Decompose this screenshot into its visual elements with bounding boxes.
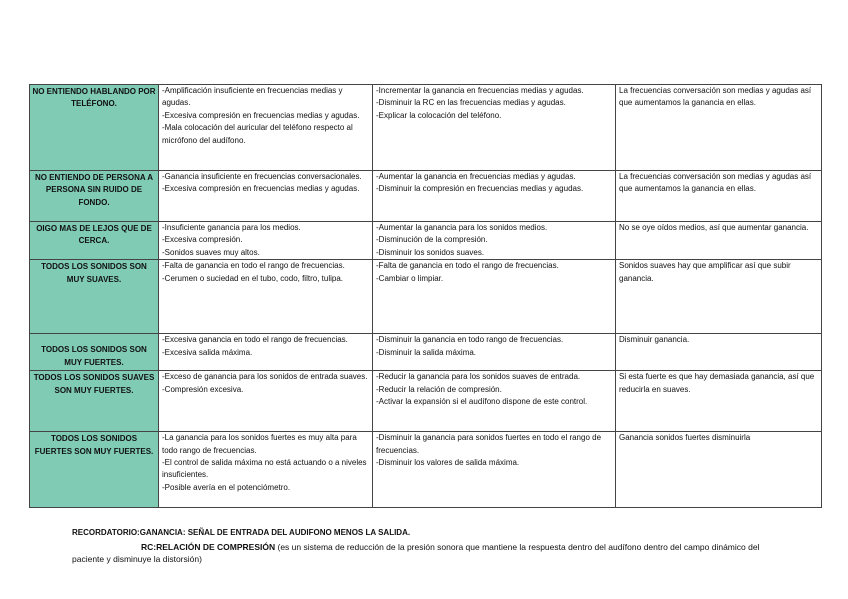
list-item: -Excesiva compresión. — [162, 235, 243, 245]
list-item: No se oye oídos medios, así que aumentar ganancia. — [619, 223, 809, 232]
notes-cell — [616, 371, 822, 432]
complaint-label: TODOS LOS SONIDOS SON MUY FUERTES. — [41, 345, 147, 367]
complaint-cell: NO ENTIENDO DE PERSONA A PERSONA SIN RUIDO DE FONDO. — [30, 171, 159, 222]
table-row — [30, 222, 822, 260]
list-item: -La ganancia para los sonidos fuertes es muy alta para todo rango de frecuencias. — [162, 433, 357, 455]
list-item: -Compresión excesiva. — [162, 384, 244, 394]
complaint-cell: NO ENTIENDO HABLANDO POR TELÉFONO. — [30, 85, 159, 171]
table-row — [30, 432, 822, 508]
list-item: -Explicar la colocación del teléfono. — [376, 110, 502, 120]
causes-cell — [159, 432, 373, 508]
list-item: -Disminución de la compresión. — [376, 235, 488, 245]
list-item: -Exceso de ganancia para los sonidos de entrada suaves. — [162, 372, 368, 382]
list-item: -Cambiar o limpiar. — [376, 273, 444, 283]
causes-cell — [159, 371, 373, 432]
notes-cell — [616, 260, 822, 334]
notes-cell — [616, 85, 822, 171]
list-item: Si esta fuerte es que hay demasiada ganancia, así que reducirla en suaves. — [619, 372, 815, 394]
list-item: -Ganancia insuficiente en frecuencias conversacionales. — [162, 172, 362, 181]
notes-cell — [616, 432, 822, 508]
rc-description: (es un sistema de reducción de la presión sonora que mantiene la respuesta dentro del audífono dentro del campo dinámico del paciente y disminuye la distorsión) — [72, 542, 760, 564]
complaint-cell: TODOS LOS SONIDOS SON MUY SUAVES. — [30, 260, 159, 334]
table-row — [30, 334, 822, 371]
list-item: -Excesiva compresión en frecuencias medias y agudas. — [162, 184, 360, 194]
list-item: -Sonidos suaves muy altos. — [162, 247, 260, 257]
list-item: -Amplificación insuficiente en frecuencias medias y agudas. — [162, 86, 343, 108]
list-item: -Aumentar la ganancia en frecuencias medias y agudas. — [376, 172, 576, 181]
table-row — [30, 371, 822, 432]
list-item: -Disminuir la RC en las frecuencias medias y agudas. — [376, 98, 566, 108]
list-item: -Insuficiente ganancia para los medios. — [162, 223, 301, 232]
list-item: -Aumentar la ganancia para los sonidos medios. — [376, 223, 548, 232]
causes-cell — [159, 334, 373, 371]
list-item: -El control de salida máxima no está actuando o a niveles insuficientes. — [162, 458, 367, 480]
list-item: Sonidos suaves hay que amplificar así que subir ganancia. — [619, 261, 791, 283]
complaint-cell — [30, 334, 159, 371]
rc-label: RC:RELACIÓN DE COMPRESIÓN — [141, 542, 276, 552]
list-item: -Disminuir la salida máxima. — [376, 347, 477, 357]
solutions-cell — [373, 85, 616, 171]
list-item: -Disminuir la compresión en frecuencias medias y agudas. — [376, 184, 584, 194]
list-item: Ganancia sonidos fuertes disminuirla — [619, 433, 751, 443]
footer-rc-note — [72, 541, 772, 565]
causes-cell — [159, 222, 373, 260]
table-row — [30, 85, 822, 171]
notes-cell — [616, 222, 822, 260]
solutions-cell — [373, 371, 616, 432]
notes-cell — [616, 334, 822, 371]
list-item: -Falta de ganancia en todo el rango de frecuencias. — [162, 261, 345, 271]
causes-cell — [159, 171, 373, 222]
list-item: -Mala colocación del auricular del teléfono respecto al micrófono del audífono. — [162, 123, 353, 145]
table-row — [30, 260, 822, 334]
troubleshooting-table — [29, 84, 822, 508]
list-item: -Incrementar la ganancia en frecuencias medias y agudas. — [376, 86, 584, 95]
list-item: La frecuencias conversación son medias y agudas así que aumentamos la ganancia en ellas. — [619, 172, 812, 194]
complaint-cell: TODOS LOS SONIDOS SUAVES SON MUY FUERTES. — [30, 371, 159, 432]
list-item: -Reducir la relación de compresión. — [376, 384, 502, 394]
list-item: -Falta de ganancia en todo el rango de frecuencias. — [376, 261, 559, 271]
causes-cell — [159, 85, 373, 171]
list-item: -Reducir la ganancia para los sonidos suaves de entrada. — [376, 372, 581, 382]
list-item: -Cerumen o suciedad en el tubo, codo, filtro, tulipa. — [162, 273, 343, 283]
list-item: -Disminuir los sonidos suaves. — [376, 247, 485, 257]
list-item: -Activar la expansión si el audífono dispone de este control. — [376, 397, 588, 407]
list-item: -Disminuir la ganancia para sonidos fuertes en todo el rango de frecuencias. — [376, 433, 602, 455]
list-item: -Excesiva compresión en frecuencias medias y agudas. — [162, 110, 360, 120]
solutions-cell — [373, 432, 616, 508]
solutions-cell — [373, 171, 616, 222]
table-row — [30, 171, 822, 222]
causes-cell — [159, 260, 373, 334]
list-item: La frecuencias conversación son medias y agudas así que aumentamos la ganancia en ellas. — [619, 86, 812, 108]
list-item: -Disminuir la ganancia en todo rango de frecuencias. — [376, 335, 564, 345]
solutions-cell — [373, 260, 616, 334]
list-item: -Excesiva salida máxima. — [162, 347, 253, 357]
footer-reminder: RECORDATORIO:GANANCIA: SEÑAL DE ENTRADA DEL AUDIFONO MENOS LA SALIDA. — [72, 528, 411, 537]
list-item: Disminuir ganancia. — [619, 335, 690, 345]
list-item: -Excesiva ganancia en todo el rango de frecuencias. — [162, 335, 348, 345]
complaint-cell: OIGO MAS DE LEJOS QUE DE CERCA. — [30, 222, 159, 260]
solutions-cell — [373, 222, 616, 260]
list-item: -Posible avería en el potenciómetro. — [162, 482, 291, 492]
complaint-cell: TODOS LOS SONIDOS FUERTES SON MUY FUERTES. — [30, 432, 159, 508]
notes-cell — [616, 171, 822, 222]
solutions-cell — [373, 334, 616, 371]
list-item: -Disminuir los valores de salida máxima. — [376, 458, 520, 468]
